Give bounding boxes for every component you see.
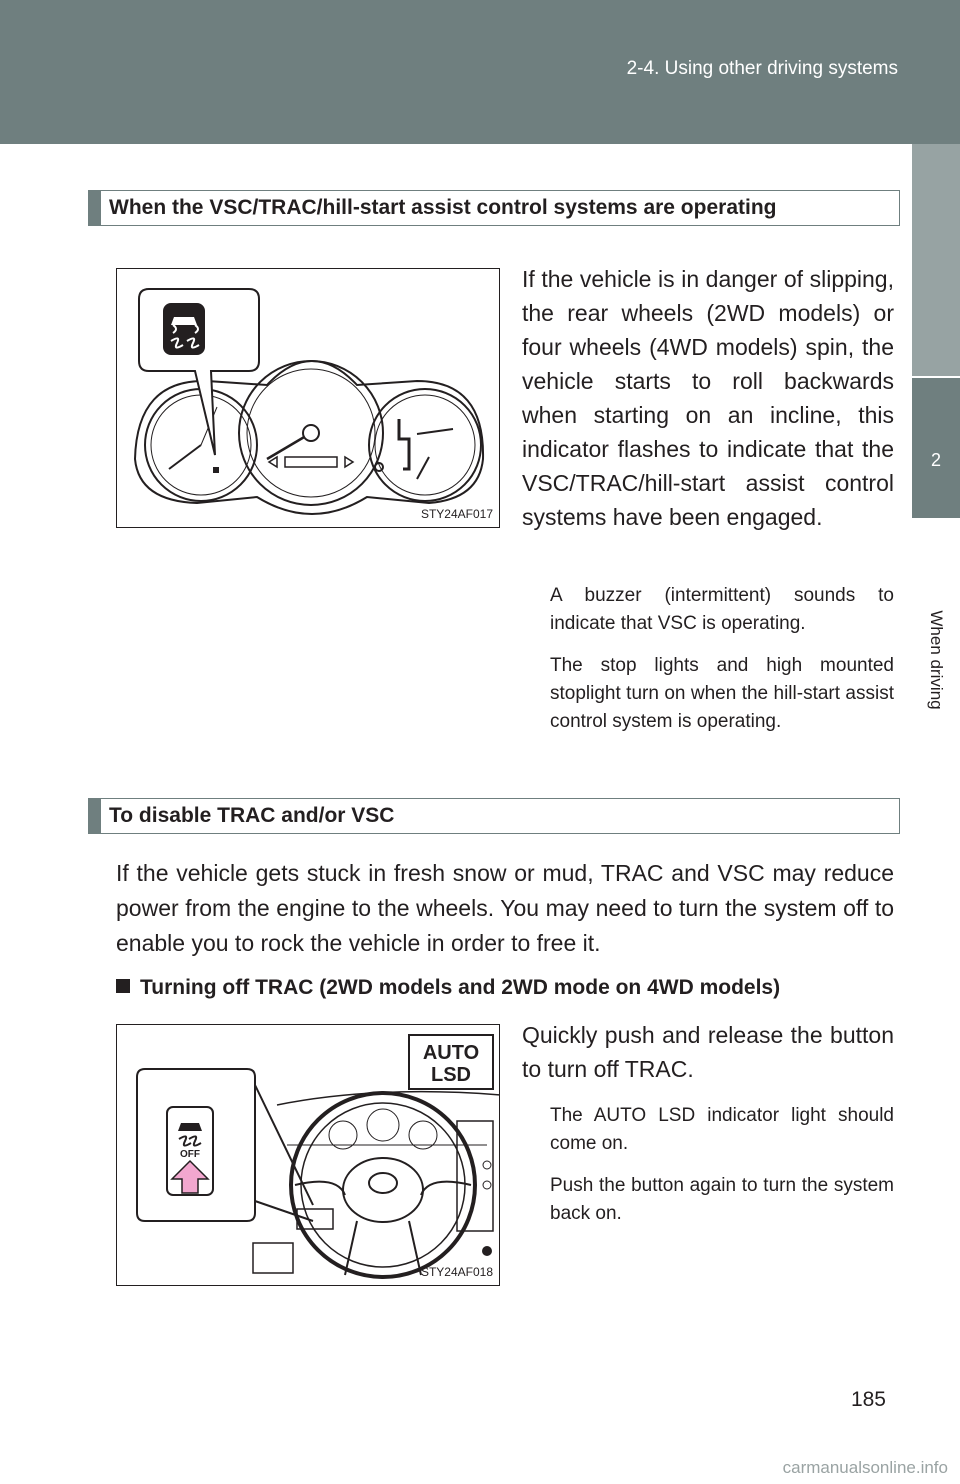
instrument-cluster-illustration: [117, 269, 500, 528]
figure-code: STY24AF018: [420, 1265, 493, 1279]
section-heading-disable: [88, 798, 900, 834]
square-bullet-icon: [116, 979, 130, 993]
auto-lsd-note: The AUTO LSD indicator light should come on.: [550, 1105, 894, 1154]
section-title: 2-4. Using other driving systems: [626, 58, 898, 79]
instrument-cluster-figure: [116, 268, 500, 528]
chapter-label: When driving: [927, 610, 946, 710]
auto-lsd-line2: LSD: [431, 1064, 471, 1086]
page-header: [0, 0, 960, 144]
steering-wheel-figure: [116, 1024, 500, 1286]
operating-description: If the vehicle is in danger of slipping, the rear wheels (2WD models) or four wheels (4WD models) spin, the vehicle starts to roll backwards when starting on an incline, this indicator flashes to indicate that the VSC/TRAC/hill-start assist control systems have been engaged.: [522, 266, 894, 530]
figure-code: STY24AF017: [420, 507, 493, 521]
subheading-text: Turning off TRAC (2WD models and 2WD mode on 4WD models): [140, 976, 781, 999]
watermark: carmanualsonline.info: [782, 1458, 948, 1477]
turn-off-description: Quickly push and release the button to turn off TRAC.: [522, 1022, 894, 1082]
subheading-turning-off-trac: [116, 976, 780, 1000]
buzzer-note: A buzzer (intermittent) sounds to indicate that VSC is operating.: [550, 585, 894, 634]
section-heading-text: When the VSC/TRAC/hill-start assist control systems are operating: [109, 196, 777, 219]
dashboard-illustration: [117, 1025, 500, 1286]
switch-off-label: OFF: [180, 1149, 200, 1160]
side-tab-upper: [912, 144, 960, 376]
section-heading-text: To disable TRAC and/or VSC: [109, 804, 395, 827]
push-again-note: Push the button again to turn the system back on.: [550, 1175, 894, 1224]
chapter-number: 2: [930, 450, 941, 470]
chapter-number-tab: [912, 378, 960, 518]
disable-intro-paragraph: If the vehicle gets stuck in fresh snow or mud, TRAC and VSC may reduce power from the engine to the wheels. You may need to turn the system off to enable you to rock the vehicle in order to free it.: [116, 860, 894, 956]
page-number: 185: [850, 1388, 886, 1411]
section-heading-operating: [88, 190, 900, 226]
auto-lsd-line1: AUTO: [422, 1042, 480, 1064]
stop-lights-note: The stop lights and high mounted stoplight turn on when the hill-start assist control system is operating.: [550, 655, 894, 732]
